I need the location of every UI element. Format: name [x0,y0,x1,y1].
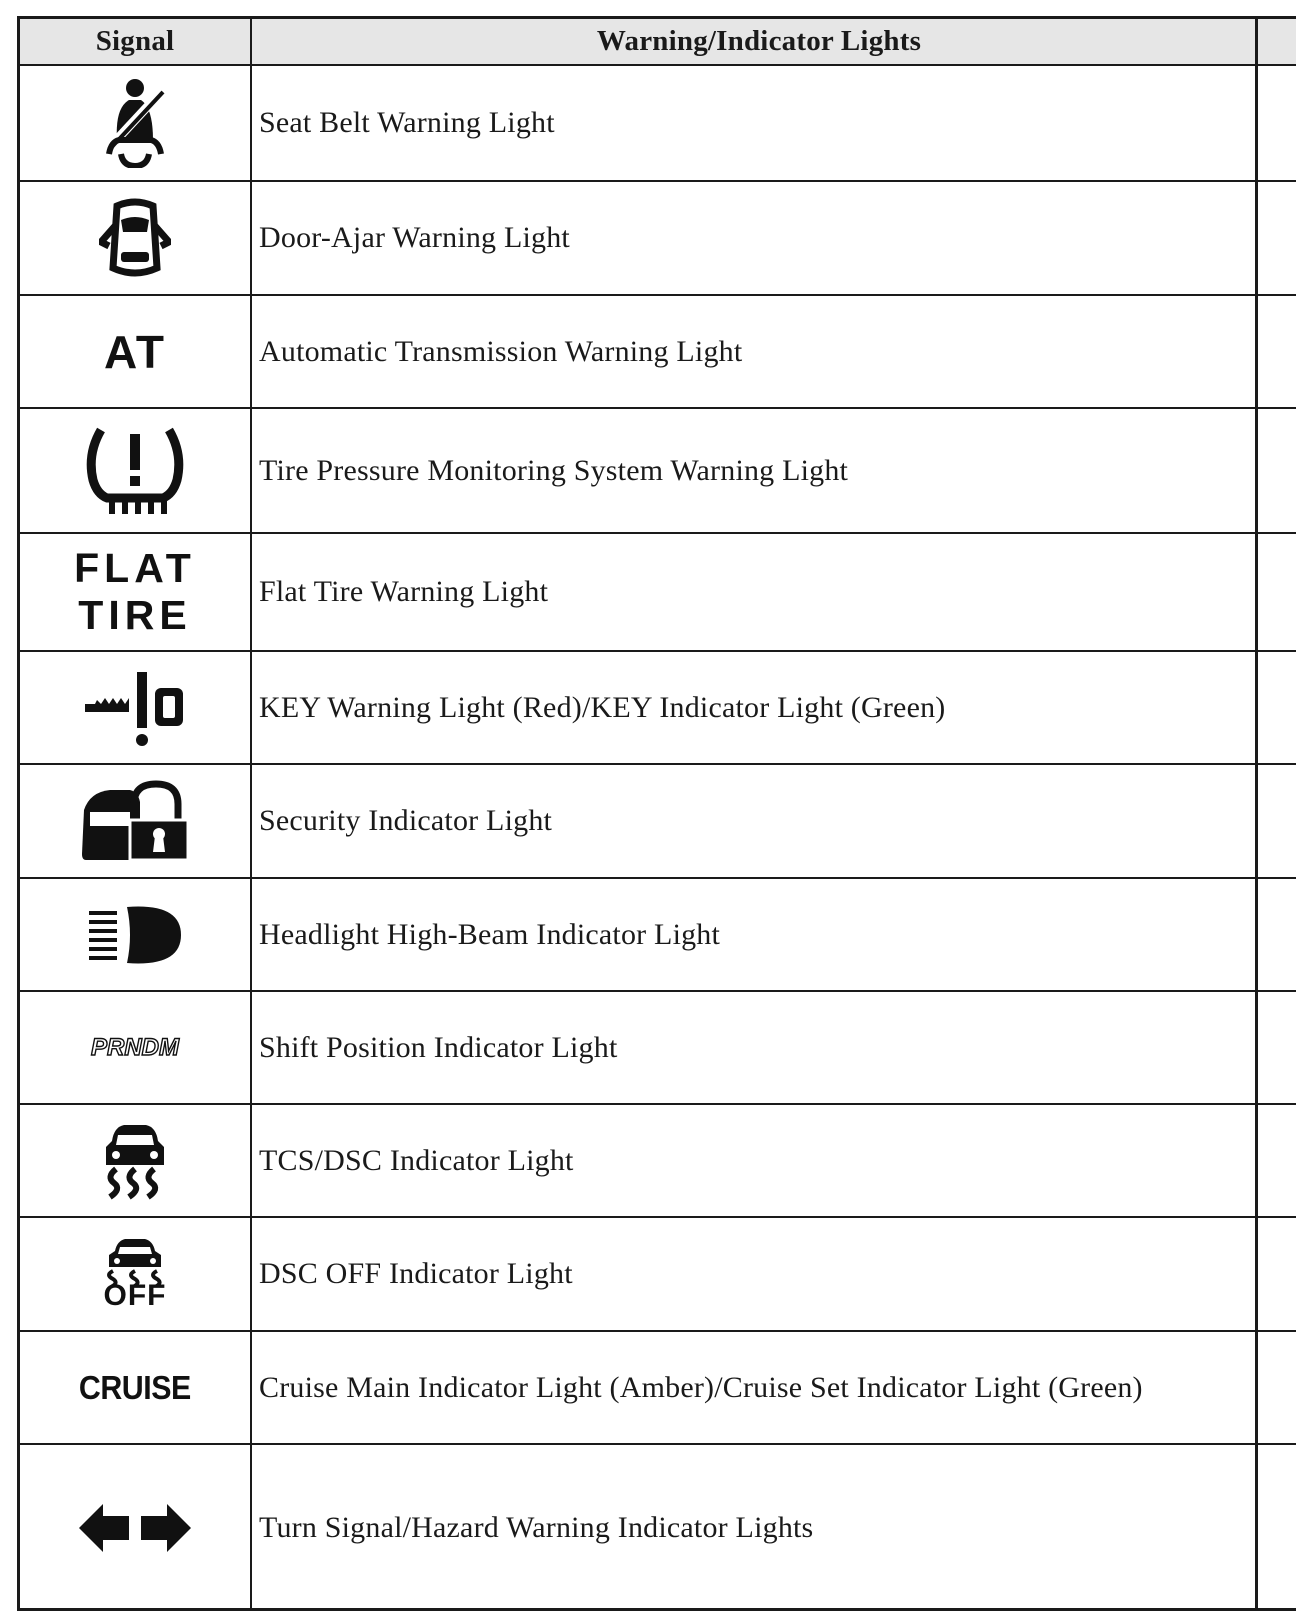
light-label: Cruise Main Indicator Light (Amber)/Cruise Set Indicator Light (Green) [259,1370,1143,1404]
light-label: Door-Ajar Warning Light [259,221,570,254]
description-cell [252,765,1296,877]
dsc-off-icon [103,1237,167,1311]
signal-cell [20,409,252,532]
cruise-icon: CRUISE [79,1369,191,1406]
signal-cell [20,1445,252,1611]
signal-cell [20,992,252,1103]
tcs-dsc-icon [100,1121,170,1201]
light-label: Automatic Transmission Warning Light [259,334,743,368]
turn-signal-icon [77,1501,193,1555]
off-text: OFF [103,1279,167,1312]
description-cell [252,879,1296,990]
signal-cell [20,1105,252,1216]
seat-belt-icon [95,78,175,168]
table-row [20,66,1296,182]
description-cell [252,1218,1296,1330]
table-row [20,1445,1296,1611]
shift-position-icon: PRNDM [91,1033,179,1061]
description-cell [252,409,1296,532]
signal-cell [20,534,252,650]
at-icon: AT [104,325,166,378]
light-label: DSC OFF Indicator Light [259,1257,573,1290]
table-row [20,534,1296,652]
signal-cell [20,1332,252,1443]
light-label: Seat Belt Warning Light [259,106,555,139]
tire-text: TIRE [78,592,192,638]
light-label: TCS/DSC Indicator Light [259,1143,574,1177]
signal-cell [20,66,252,180]
signal-cell [20,765,252,877]
light-label: Tire Pressure Monitoring System Warning Light [259,453,849,487]
flat-text: FLAT [74,544,196,591]
description-cell [252,534,1296,650]
table-row [20,409,1296,534]
header-lights: Warning/Indicator Lights [596,25,922,57]
light-label: Shift Position Indicator Light [259,1030,618,1064]
signal-cell [20,182,252,294]
light-label: Headlight High-Beam Indicator Light [259,917,721,951]
description-cell [252,1332,1296,1443]
table-row [20,765,1296,879]
description-cell [252,652,1296,763]
table-header-row [20,19,1296,66]
table-row [20,182,1296,296]
high-beam-icon [87,905,183,965]
table-row [20,652,1296,765]
header-lights-cell [252,19,1296,64]
table-row [20,992,1296,1105]
flat-tire-icon [74,545,196,639]
light-label: Security Indicator Light [259,804,553,837]
signal-cell [20,1218,252,1330]
door-ajar-icon [99,198,171,278]
header-signal: Signal [95,25,175,57]
description-cell [252,182,1296,294]
description-cell [252,296,1296,407]
security-icon [80,780,190,862]
signal-cell [20,879,252,990]
description-cell [252,1445,1296,1611]
description-cell [252,66,1296,180]
description-cell [252,1105,1296,1216]
header-signal-cell [20,19,252,64]
table-row [20,1332,1296,1445]
light-label: KEY Warning Light (Red)/KEY Indicator Light (Green) [259,690,946,724]
signal-cell [20,652,252,763]
light-label: Flat Tire Warning Light [259,575,549,608]
key-icon [83,668,187,748]
table-row [20,296,1296,409]
signal-cell [20,296,252,407]
table-row [20,1105,1296,1218]
table-row [20,879,1296,992]
table-row [20,1218,1296,1332]
description-cell [252,992,1296,1103]
light-label: Turn Signal/Hazard Warning Indicator Lights [259,1511,814,1544]
table-right-border [1255,16,1258,1611]
warning-lights-table [17,16,1296,1611]
tire-pressure-icon [83,424,187,518]
